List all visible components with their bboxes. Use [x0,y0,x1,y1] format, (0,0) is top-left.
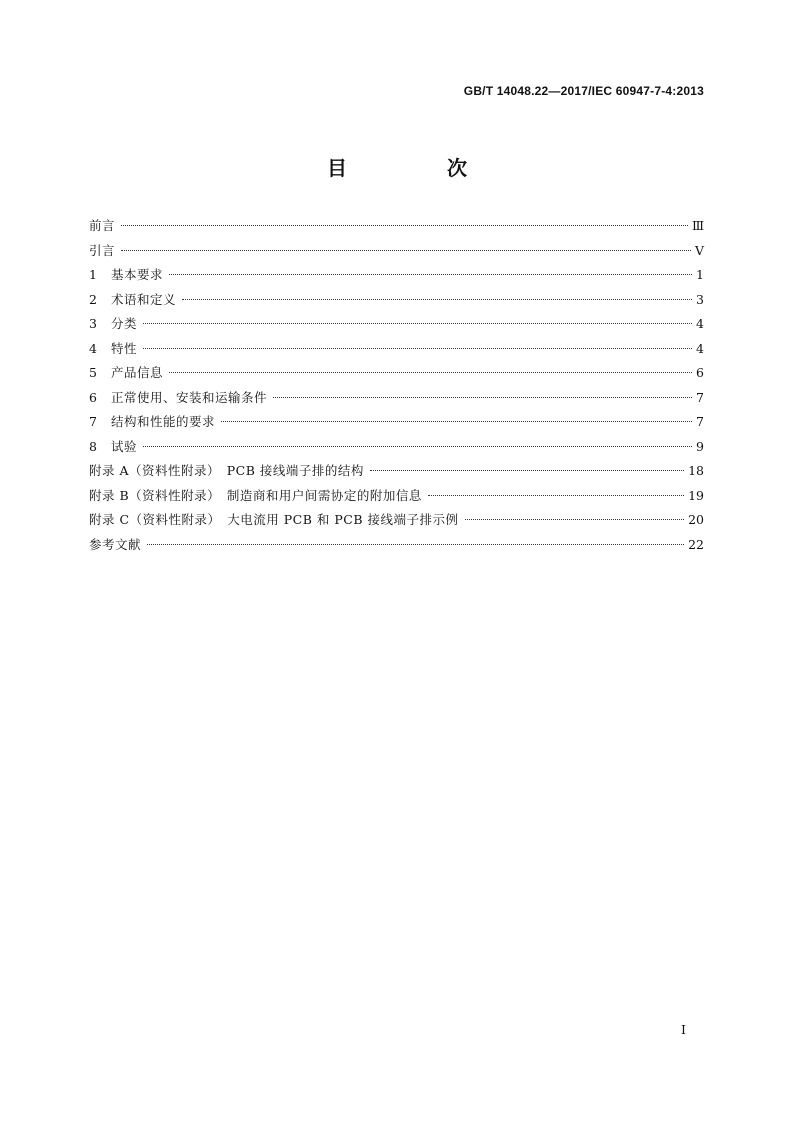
toc-entry-page: Ⅲ [691,218,704,233]
leader-dots [121,225,688,226]
toc-entry-section-8[interactable] [89,435,704,460]
leader-dots [121,250,691,251]
toc-entry-text: 试验 [111,438,138,454]
leader-dots [169,372,692,373]
toc-entry-text: 分类 [111,316,138,331]
toc-entry-page: Ⅴ [694,242,704,258]
leader-dots [370,470,684,471]
toc-entry-number: 6 [89,389,97,405]
toc-entry-page: 19 [688,487,704,503]
toc-entry-page: 4 [696,340,704,356]
toc-entry-section-3[interactable] [89,312,704,337]
toc-entry-page: 18 [688,463,704,478]
leader-dots [428,495,684,496]
toc-entry-text: 前言 [89,218,116,233]
toc-entry-page: 4 [696,316,704,331]
toc-entry-section-6[interactable] [89,386,704,411]
toc-entry-text: 结构和性能的要求 [111,414,216,429]
toc-entry-page: 22 [688,536,704,552]
toc-entry-number: 3 [89,316,97,331]
leader-dots [273,397,692,398]
toc-entry-text: 正常使用、安装和运输条件 [111,389,268,405]
toc-entry-annex-c[interactable] [89,508,704,533]
toc-entry-text: 附录 A（资料性附录） PCB 接线端子排的结构 [89,463,364,478]
toc-entry-foreword[interactable] [89,214,704,239]
toc-entry-number: 8 [89,438,97,454]
leader-dots [143,348,692,349]
toc-entry-section-4[interactable] [89,337,704,362]
leader-dots [147,544,684,545]
toc-entry-text: 附录 B（资料性附录） 制造商和用户间需协定的附加信息 [89,487,422,503]
toc-entry-number: 4 [89,340,97,356]
toc-entry-annex-b[interactable] [89,484,704,509]
toc-entry-text: 参考文献 [89,536,142,552]
toc-entry-page: 9 [696,438,704,454]
page-number: I [681,1022,686,1037]
toc-entry-text: 附录 C（资料性附录） 大电流用 PCB 和 PCB 接线端子排示例 [89,512,459,527]
table-of-contents [89,214,704,557]
page-title: 目 次 [327,156,507,180]
toc-entry-section-1[interactable] [89,263,704,288]
toc-entry-bibliography[interactable] [89,533,704,558]
toc-entry-introduction[interactable] [89,239,704,264]
leader-dots [221,421,692,422]
toc-entry-number: 2 [89,291,97,307]
toc-entry-text: 基本要求 [111,267,164,282]
toc-entry-page: 6 [696,365,704,380]
toc-entry-text: 术语和定义 [111,291,177,307]
toc-entry-section-2[interactable] [89,288,704,313]
toc-entry-page: 7 [696,414,704,429]
toc-entry-section-7[interactable] [89,410,704,435]
leader-dots [465,519,685,520]
toc-entry-page: 7 [696,389,704,405]
toc-entry-text: 产品信息 [111,365,164,380]
toc-entry-page: 1 [696,267,704,282]
leader-dots [143,323,692,324]
leader-dots [169,274,692,275]
toc-entry-section-5[interactable] [89,361,704,386]
toc-entry-text: 特性 [111,340,138,356]
leader-dots [182,299,692,300]
toc-entry-number: 7 [89,414,97,429]
toc-entry-text: 引言 [89,242,116,258]
toc-entry-number: 1 [89,267,97,282]
leader-dots [143,446,692,447]
toc-entry-page: 20 [688,512,704,527]
toc-entry-page: 3 [696,291,704,307]
toc-entry-annex-a[interactable] [89,459,704,484]
toc-entry-number: 5 [89,365,97,380]
standard-number-header: GB/T 14048.22—2017/IEC 60947-7-4:2013 [463,84,704,98]
